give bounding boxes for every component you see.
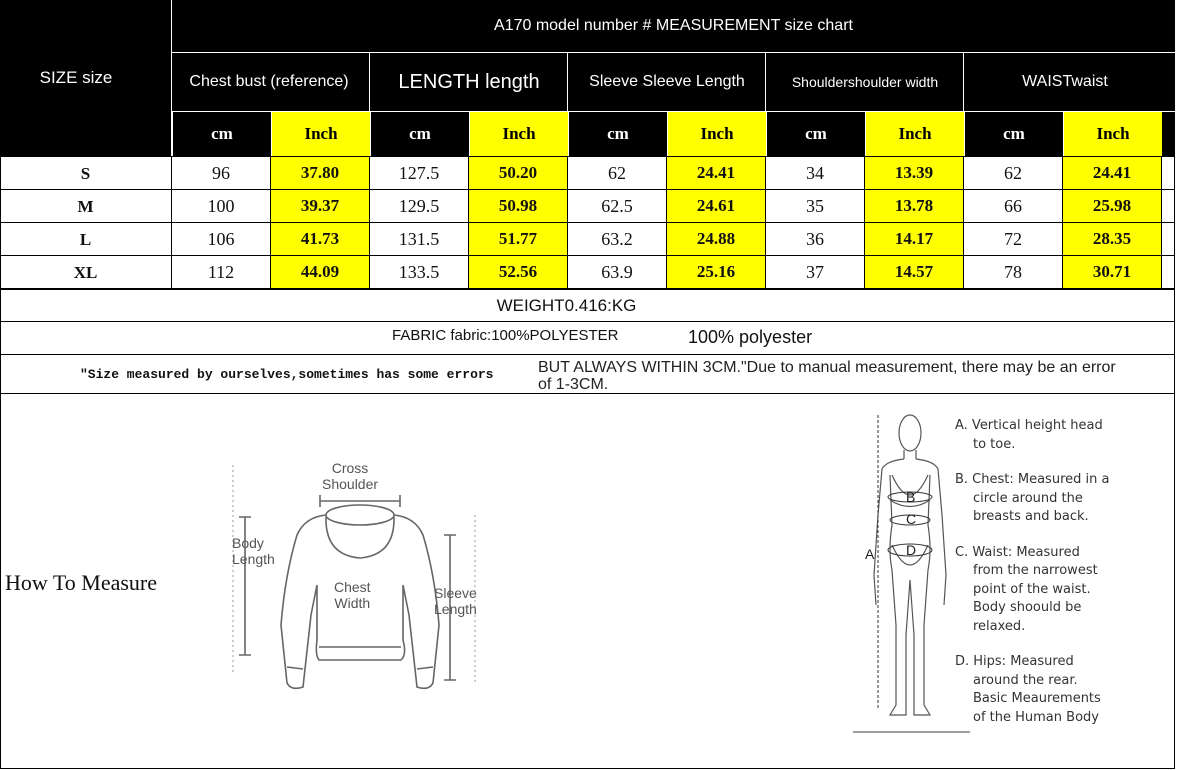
body-note: [955, 544, 1130, 637]
cross-shoulder-line1: Cross: [331, 460, 369, 476]
value-cm: 34: [766, 157, 865, 189]
unit-cm: cm: [172, 112, 271, 156]
value-inch: 41.73: [271, 223, 370, 255]
value-inch: 14.17: [865, 223, 964, 255]
note-left: "Size measured by ourselves,sometimes has some errors: [80, 367, 494, 382]
body-note-line: to toe.: [973, 436, 1016, 452]
value-cm: 62.5: [568, 190, 667, 222]
sleeve-length-line1: Sleeve: [434, 585, 477, 601]
body-length-line1: Body: [232, 535, 264, 551]
value-inch: 25.98: [1063, 190, 1162, 222]
sleeve-length-label: [434, 585, 477, 617]
value-cm: 129.5: [370, 190, 469, 222]
body-letter-d: D: [906, 542, 917, 558]
value-inch: 13.39: [865, 157, 964, 189]
body-note-line: circle around the: [973, 490, 1083, 506]
body-letter-b: B: [906, 489, 916, 505]
value-cm: 78: [964, 256, 1063, 288]
unit-inch: Inch: [271, 112, 370, 156]
body-note-line: C. Waist: Measured: [955, 544, 1080, 560]
body-note: [955, 653, 1130, 727]
body-length-label: [232, 535, 275, 567]
value-inch: 24.88: [667, 223, 766, 255]
unit-cm: cm: [964, 112, 1063, 156]
chest-width-label: [334, 579, 371, 611]
value-inch: 50.98: [469, 190, 568, 222]
chest-width-line1: Chest: [334, 579, 371, 595]
value-cm: 63.9: [568, 256, 667, 288]
sleeve-length-line2: Length: [434, 601, 477, 617]
col-shoulder-header: Shouldershoulder width: [791, 74, 939, 90]
value-inch: 30.71: [1063, 256, 1162, 288]
value-cm: 72: [964, 223, 1063, 255]
value-inch: 50.20: [469, 157, 568, 189]
unit-cm: cm: [568, 112, 667, 156]
body-letter-a: A: [865, 546, 875, 562]
how-to-label: How To Measure: [5, 570, 158, 595]
unit-inch: Inch: [667, 112, 766, 156]
value-cm: 112: [172, 256, 271, 288]
body-notes: [955, 417, 1130, 744]
col-waist-header: WAISTwaist: [1022, 73, 1108, 90]
value-cm: 62: [964, 157, 1063, 189]
unit-inch: Inch: [865, 112, 964, 156]
body-note-line: A. Vertical height head: [955, 418, 1103, 433]
fabric-text: FABRIC fabric:100%POLYESTER: [392, 327, 619, 344]
value-cm: 133.5: [370, 256, 469, 288]
size-header: SIZE size: [39, 68, 113, 87]
value-inch: 28.35: [1063, 223, 1162, 255]
chest-width-line2: Width: [334, 595, 371, 611]
body-note-line: around the rear.: [973, 672, 1078, 688]
body-note: [955, 417, 1130, 454]
value-inch: 25.16: [667, 256, 766, 288]
body-note-line: Basic Meaurements: [973, 691, 1101, 706]
size-cell: L: [0, 223, 172, 256]
body-note-line: of the Human Body: [973, 709, 1099, 725]
value-inch: 24.41: [667, 157, 766, 189]
body-notes-list: [955, 417, 1130, 727]
value-cm: 35: [766, 190, 865, 222]
col-length-header: LENGTH length: [398, 70, 540, 93]
body-note: [955, 471, 1130, 527]
body-note-line: Body shoould be: [973, 600, 1082, 615]
value-inch: 24.41: [1063, 157, 1162, 189]
value-inch: 13.78: [865, 190, 964, 222]
unit-cm: cm: [766, 112, 865, 156]
value-inch: 52.56: [469, 256, 568, 288]
value-cm: 37: [766, 256, 865, 288]
body-note-line: B. Chest: Measured in a: [955, 472, 1110, 487]
note-right: BUT ALWAYS WITHIN 3CM."Due to manual measurement, there may be an error of 1-3CM.: [538, 359, 1116, 393]
chart-title: A170 model number # MEASUREMENT size chart: [494, 17, 853, 34]
value-inch: 39.37: [271, 190, 370, 222]
body-note-line: from the narrowest: [973, 563, 1098, 578]
value-inch: 24.61: [667, 190, 766, 222]
human-figure: [850, 405, 970, 735]
body-note-line: relaxed.: [973, 618, 1026, 634]
value-cm: 100: [172, 190, 271, 222]
unit-inch: Inch: [1063, 112, 1162, 156]
body-note-line: D. Hips: Measured: [955, 654, 1074, 669]
body-note-line: point of the waist.: [973, 581, 1091, 597]
size-cell: XL: [0, 256, 172, 289]
body-letter-c: C: [906, 511, 917, 527]
value-inch: 37.80: [271, 157, 370, 189]
value-inch: 51.77: [469, 223, 568, 255]
value-cm: 96: [172, 157, 271, 189]
col-sleeve-header: Sleeve Sleeve Length: [589, 73, 745, 90]
unit-inch: Inch: [469, 112, 568, 156]
value-cm: 63.2: [568, 223, 667, 255]
cross-shoulder-line2: Shoulder: [322, 476, 379, 492]
header-divider-h: [172, 52, 1175, 53]
value-cm: 36: [766, 223, 865, 255]
size-cell: S: [0, 157, 172, 190]
body-length-line2: Length: [232, 551, 275, 567]
size-cell: M: [0, 190, 172, 223]
value-cm: 127.5: [370, 157, 469, 189]
value-inch: 44.09: [271, 256, 370, 288]
fabric-english: 100% polyester: [688, 327, 813, 347]
value-cm: 66: [964, 190, 1063, 222]
weight-text: WEIGHT0.416:KG: [496, 295, 637, 315]
col-chest-header: Chest bust (reference): [189, 73, 349, 90]
value-cm: 106: [172, 223, 271, 255]
cross-shoulder-label: [322, 460, 378, 492]
unit-cm: cm: [370, 112, 469, 156]
value-inch: 14.57: [865, 256, 964, 288]
value-cm: 131.5: [370, 223, 469, 255]
value-cm: 62: [568, 157, 667, 189]
body-note-line: breasts and back.: [973, 509, 1089, 524]
